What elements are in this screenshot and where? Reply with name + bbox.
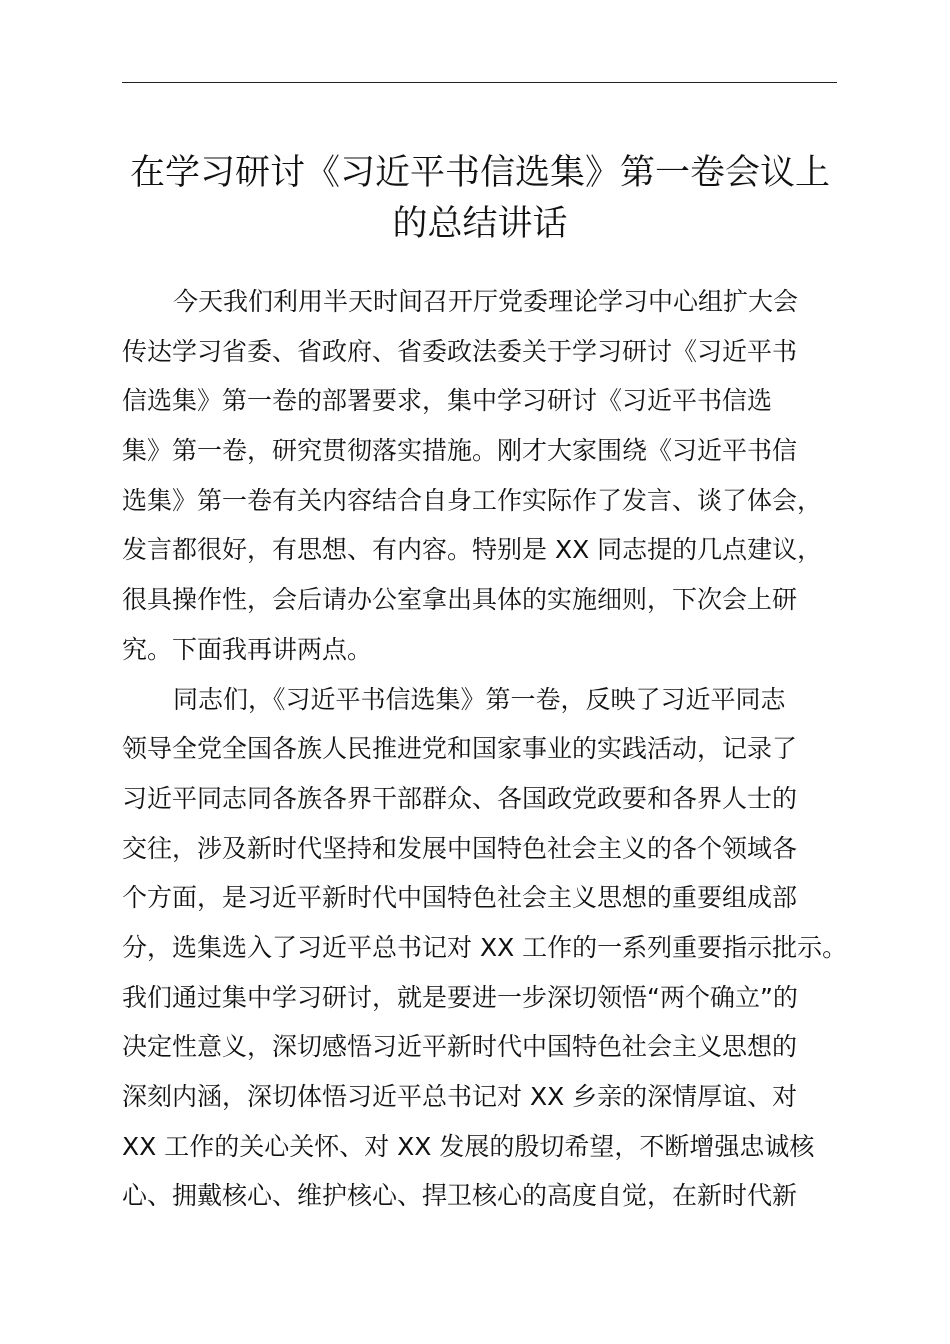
header-rule: [122, 82, 837, 83]
paragraph-line: 习近平同志同各族各界干部群众、各国政党政要和各界人士的: [122, 783, 798, 813]
paragraph-line: 选集》第一卷有关内容结合自身工作实际作了发言、谈了体会，: [122, 485, 823, 515]
paragraph-line: 集》第一卷，研究贯彻落实措施。刚才大家围绕《习近平书信: [122, 436, 798, 466]
paragraph-2: [122, 675, 862, 1222]
paragraph-line: 很具操作性，会后请办公室拿出具体的实施细则，下次会上研: [122, 585, 798, 615]
paragraph-line: 信选集》第一卷的部署要求，集中学习研讨《习近平书信选: [122, 386, 773, 416]
paragraph-line: 今天我们利用半天时间召开厅党委理论学习中心组扩大会: [173, 287, 799, 316]
document-body: [122, 277, 862, 1221]
title-line: 在学习研讨《习近平书信选集》第一卷会议上: [129, 153, 830, 193]
paragraph-line: 个方面，是习近平新时代中国特色社会主义思想的重要组成部: [122, 883, 798, 913]
paragraph-line: 究。下面我再讲两点。: [122, 634, 373, 664]
paragraph-line: 领导全党全国各族人民推进党和国家事业的实践活动，记录了: [122, 734, 798, 764]
paragraph-line: 决定性意义，深切感悟习近平新时代中国特色社会主义思想的: [122, 1032, 798, 1062]
title-line: 的总结讲话: [392, 204, 568, 244]
document-title: [110, 148, 850, 250]
paragraph-line: 发言都很好，有思想、有内容。特别是 XX 同志提的几点建议，: [122, 535, 823, 565]
paragraph-1: [122, 277, 862, 675]
paragraph-line: 交往，涉及新时代坚持和发展中国特色社会主义的各个领域各: [122, 833, 798, 863]
paragraph-line: 传达学习省委、省政府、省委政法委关于学习研讨《习近平书: [122, 336, 798, 366]
paragraph-line: 我们通过集中学习研讨，就是要进一步深切领悟“两个确立”的: [122, 982, 798, 1012]
paragraph-line: 深刻内涵，深切体悟习近平总书记对 XX 乡亲的深情厚谊、对: [122, 1082, 798, 1111]
paragraph-line: 分，选集选入了习近平总书记对 XX 工作的一系列重要指示批示。: [122, 932, 848, 962]
paragraph-line: XX 工作的关心关怀、对 XX 发展的殷切希望，不断增强忠诚核: [122, 1131, 815, 1161]
paragraph-line: 同志们，《习近平书信选集》第一卷，反映了习近平同志: [173, 684, 786, 714]
paragraph-line: 心、拥戴核心、维护核心、捍卫核心的高度自觉，在新时代新: [122, 1181, 798, 1211]
